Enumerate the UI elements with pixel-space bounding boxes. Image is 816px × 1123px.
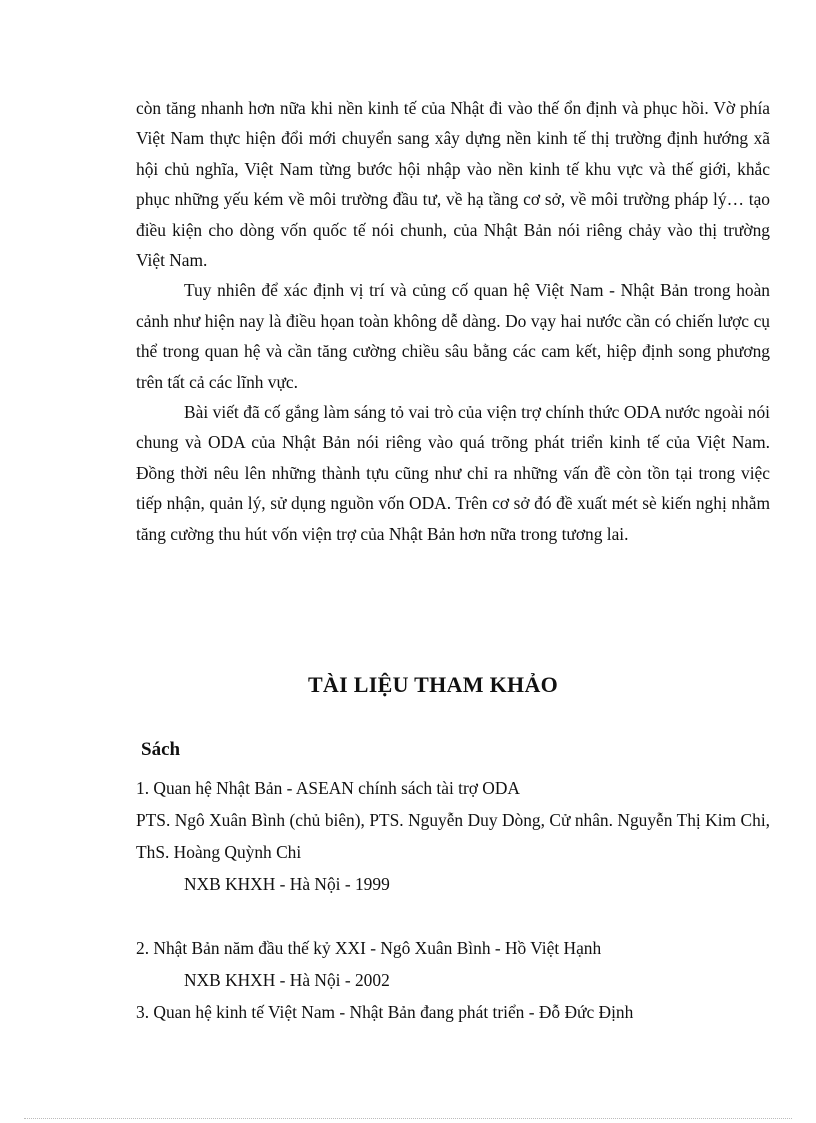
reference-2-title: 2. Nhật Bản năm đầu thế kỷ XXI - Ngô Xuân Bình - Hồ Việt Hạnh: [136, 938, 602, 958]
references-section-label: Sách: [141, 739, 181, 760]
reference-1-authors: PTS. Ngô Xuân Bình (chủ biên), PTS. Nguyễn Duy Dòng, Cử nhân. Nguyễn Thị Kim Chi, ThS. Hoàng Quỳnh Chi: [136, 810, 770, 862]
reference-1-publisher: NXB KHXH - Hà Nội - 1999: [184, 874, 390, 894]
references-heading: TÀI LIỆU THAM KHẢO: [307, 672, 559, 697]
reference-spacer: [136, 900, 770, 932]
reference-3-title: 3. Quan hệ kinh tế Việt Nam - Nhật Bản đang phát triển - Đỗ Đức Định: [136, 1002, 634, 1022]
reference-1-title: 1. Quan hệ Nhật Bản - ASEAN chính sách tài trợ ODA: [136, 778, 520, 798]
references-list: [136, 772, 770, 1028]
paragraph-1: còn tăng nhanh hơn nữa khi nền kinh tế của Nhật đi vào thế ổn định và phục hồi. Vờ phía Việt Nam thực hiện đổi mới chuyển sang xây dựng nền kinh tế thị trường định hướng xã hội chủ nghĩa, Việt Nam từng bước hội nhập vào nền kinh tế khu vực và thế giới, khắc phục những yếu kém về môi trường đầu tư, về hạ tầng cơ sở, về môi trường pháp lý… tạo điều kiện cho dòng vốn quốc tế nói chunh, của Nhật Bản nói riêng chảy vào thị trường Việt Nam.: [136, 98, 770, 271]
paragraph-3: Bài viết đã cố gắng làm sáng tỏ vai trò của viện trợ chính thức ODA nước ngoài nói chung và ODA của Nhật Bản nói riêng vào quá trõng phát triển kinh tế của Việt Nam. Đồng thời nêu lên những thành tựu cũng như chỉ ra những vấn đề còn tồn tại trong việc tiếp nhận, quản lý, sử dụng nguồn vốn ODA. Trên cơ sở đó đề xuất mét sè kiến nghị nhằm tăng cường thu hút vốn viện trợ của Nhật Bản hơn nữa trong tương lai.: [136, 402, 770, 544]
paragraph-2: Tuy nhiên để xác định vị trí và củng cố quan hệ Việt Nam - Nhật Bản trong hoàn cảnh như hiện nay là điều họan toàn không dễ dàng. Do vạy hai nước cần có chiến lược cụ thể trong quan hệ và cần tăng cường chiều sâu bằng các cam kết, hiệp định song phương trên tất cả các lĩnh vực.: [136, 280, 770, 392]
reference-2-publisher: NXB KHXH - Hà Nội - 2002: [184, 970, 390, 990]
document-page: [136, 93, 770, 1022]
page-bottom-divider: [24, 1118, 792, 1119]
